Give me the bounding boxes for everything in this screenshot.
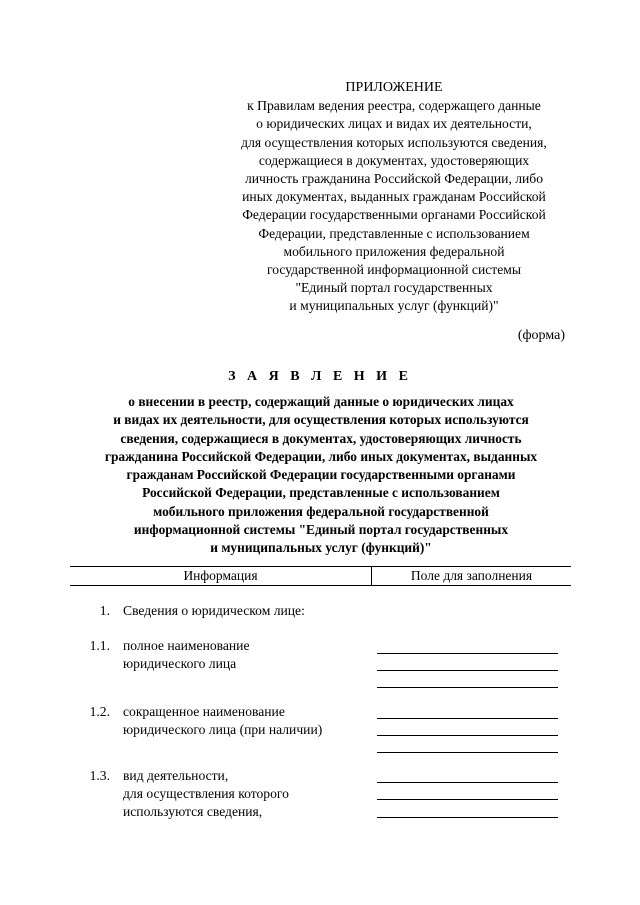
row-text <box>123 767 373 821</box>
fill-in-line[interactable] <box>377 782 558 783</box>
appendix-line: о юридических лицах и видах их деятельности, <box>256 116 532 132</box>
appendix-line: Федерации, представленные с использованием <box>258 225 530 241</box>
subtitle-line: о внесении в реестр, содержащий данные о юридических лицах <box>128 394 514 409</box>
fill-in-line[interactable] <box>377 718 558 719</box>
appendix-line: личность гражданина Российской Федерации, либо <box>244 171 544 187</box>
row-text-line: юридического лица (при наличии) <box>123 722 323 737</box>
form-label: (форма) <box>517 328 565 343</box>
appendix-line: к Правилам ведения реестра, содержащего данные <box>247 98 541 114</box>
fill-in-line[interactable] <box>377 752 558 753</box>
appendix-line: "Единый портал государственных <box>295 280 493 296</box>
application-subtitle <box>60 393 582 558</box>
appendix-block <box>190 79 598 316</box>
fill-in-line[interactable] <box>377 735 558 736</box>
column-header-info: Информация <box>70 567 372 585</box>
subtitle-line: гражданам Российской Федерации государственными органами <box>126 467 516 483</box>
subtitle-line: информационной системы "Единый портал государственных <box>133 522 509 538</box>
subtitle-line: и муниципальных услуг (функций)" <box>210 540 432 556</box>
fill-in-line[interactable] <box>377 799 558 800</box>
appendix-line: и муниципальных услуг (функций)" <box>289 298 499 314</box>
appendix-line: Федерации государственными органами Российской <box>242 207 546 223</box>
application-title: З А Я В Л Е Н И Е <box>228 369 412 384</box>
subtitle-line: и видах их деятельности, для осуществления которых используются <box>113 412 529 428</box>
fill-in-line[interactable] <box>377 653 558 654</box>
row-text-line: юридического лица <box>123 656 237 671</box>
table-header <box>70 566 571 586</box>
row-text <box>123 703 373 739</box>
row-number: 1.3. <box>89 768 110 783</box>
row-number: 1.2. <box>89 704 110 719</box>
appendix-line: государственной информационной системы <box>267 262 521 278</box>
appendix-line: мобильного приложения федеральной <box>283 243 505 259</box>
row-text <box>123 602 373 620</box>
row-text-line: используются сведения, <box>123 804 263 819</box>
subtitle-line: Российской Федерации, представленные с использованием <box>142 485 500 501</box>
row-text-line: полное наименование <box>123 638 250 653</box>
row-text-line: Сведения о юридическом лице: <box>123 603 305 618</box>
row-text-line: для осуществления которого <box>123 786 289 801</box>
appendix-line: содержащиеся в документах, удостоверяющих <box>258 152 530 168</box>
fill-in-line[interactable] <box>377 687 558 688</box>
appendix-line: иных документах, выданных гражданам Российской <box>242 189 546 205</box>
row-text <box>123 637 373 673</box>
fill-in-line[interactable] <box>377 817 558 818</box>
row-number: 1. <box>99 603 110 618</box>
subtitle-line: сведения, содержащиеся в документах, удостоверяющих личность <box>120 430 522 446</box>
appendix-heading: ПРИЛОЖЕНИЕ <box>345 80 443 95</box>
fill-in-line[interactable] <box>377 670 558 671</box>
row-text-line: сокращенное наименование <box>123 704 285 719</box>
column-header-field: Поле для заполнения <box>410 568 533 583</box>
row-text-line: вид деятельности, <box>123 768 229 783</box>
row-number: 1.1. <box>89 638 110 653</box>
subtitle-line: мобильного приложения федеральной государственной <box>153 503 489 519</box>
appendix-line: для осуществления которых используются сведения, <box>241 134 547 150</box>
subtitle-line: гражданина Российской Федерации, либо иных документах, выданных <box>104 448 538 464</box>
